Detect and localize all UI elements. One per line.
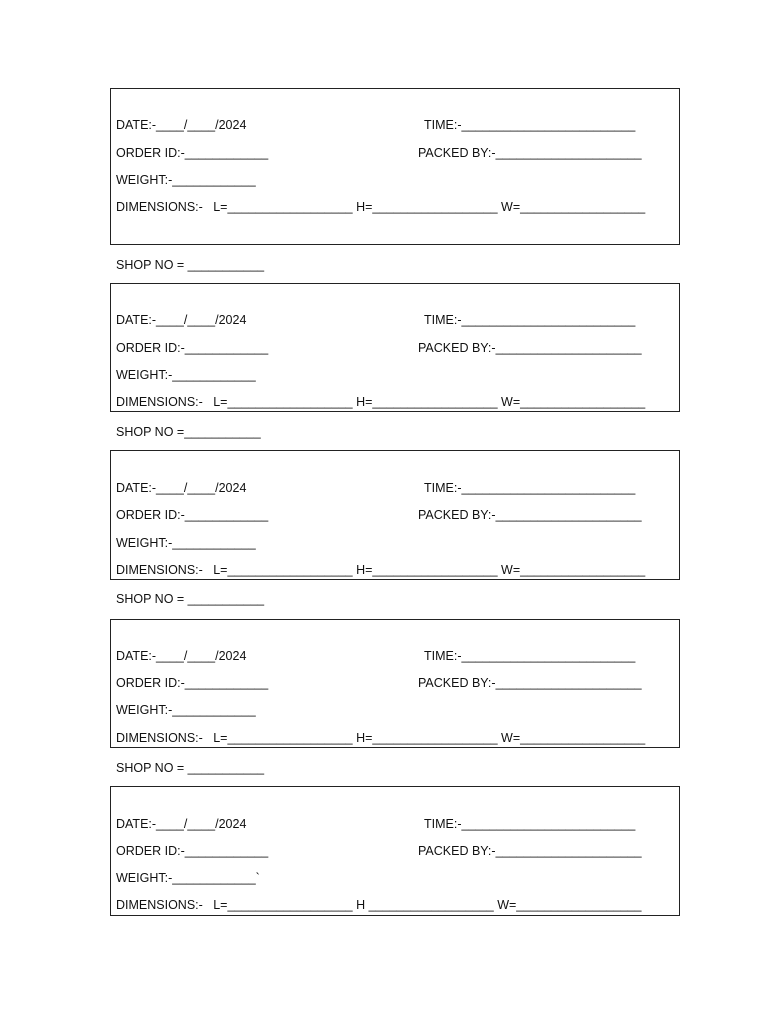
shop-no-label: SHOP NO =___________ <box>116 425 261 439</box>
time-field: TIME:-_________________________ <box>424 481 636 495</box>
packed-by-field: PACKED BY:-_____________________ <box>418 508 642 522</box>
order-id-field: ORDER ID:-____________ <box>116 508 269 522</box>
weight-field: WEIGHT:-____________` <box>116 871 260 885</box>
shop-no-label: SHOP NO = ___________ <box>116 258 265 272</box>
weight-field: WEIGHT:-____________ <box>116 703 256 717</box>
dimensions-field: DIMENSIONS:- L=__________________ H=__________________ W=__________________ <box>116 200 646 214</box>
packing-form-1 <box>110 88 680 245</box>
date-field: DATE:-____/____/2024 <box>116 817 247 831</box>
dimensions-field: DIMENSIONS:- L=__________________ H=__________________ W=__________________ <box>116 731 646 745</box>
date-field: DATE:-____/____/2024 <box>116 118 247 132</box>
date-field: DATE:-____/____/2024 <box>116 649 247 663</box>
time-field: TIME:-_________________________ <box>424 817 636 831</box>
weight-field: WEIGHT:-____________ <box>116 536 256 550</box>
time-field: TIME:-_________________________ <box>424 118 636 132</box>
dimensions-field: DIMENSIONS:- L=__________________ H=__________________ W=__________________ <box>116 563 646 577</box>
shop-no-label: SHOP NO = ___________ <box>116 592 265 606</box>
packed-by-field: PACKED BY:-_____________________ <box>418 146 642 160</box>
weight-field: WEIGHT:-____________ <box>116 368 256 382</box>
date-field: DATE:-____/____/2024 <box>116 313 247 327</box>
date-field: DATE:-____/____/2024 <box>116 481 247 495</box>
order-id-field: ORDER ID:-____________ <box>116 341 269 355</box>
dimensions-field: DIMENSIONS:- L=__________________ H __________________ W=__________________ <box>116 898 642 912</box>
weight-field: WEIGHT:-____________ <box>116 173 256 187</box>
order-id-field: ORDER ID:-____________ <box>116 676 269 690</box>
time-field: TIME:-_________________________ <box>424 313 636 327</box>
packed-by-field: PACKED BY:-_____________________ <box>418 676 642 690</box>
order-id-field: ORDER ID:-____________ <box>116 844 269 858</box>
packed-by-field: PACKED BY:-_____________________ <box>418 844 642 858</box>
packed-by-field: PACKED BY:-_____________________ <box>418 341 642 355</box>
shop-no-label: SHOP NO = ___________ <box>116 761 265 775</box>
order-id-field: ORDER ID:-____________ <box>116 146 269 160</box>
dimensions-field: DIMENSIONS:- L=__________________ H=__________________ W=__________________ <box>116 395 646 409</box>
time-field: TIME:-_________________________ <box>424 649 636 663</box>
